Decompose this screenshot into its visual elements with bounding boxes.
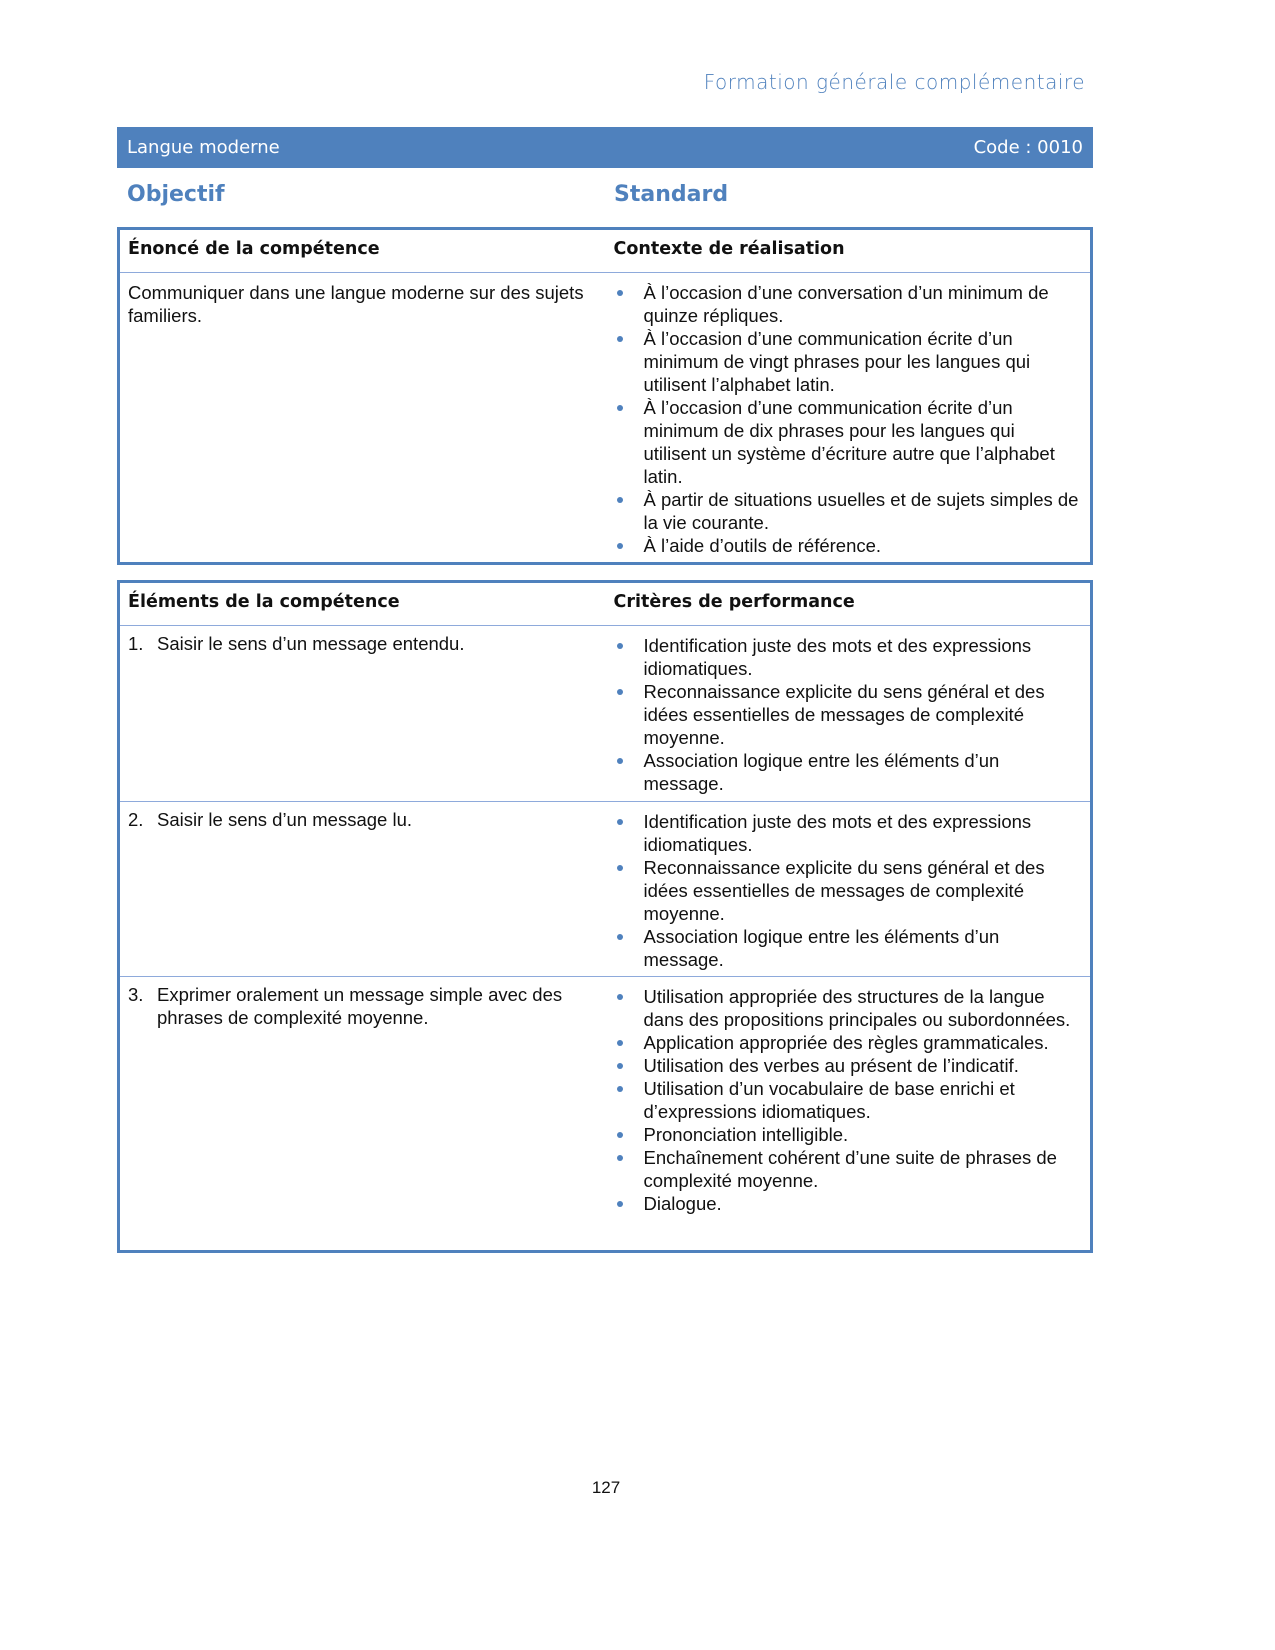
element-number: 1. xyxy=(128,633,144,654)
list-item: Enchaînement cohérent d’une suite de phrases de complexité moyenne. xyxy=(644,1146,1083,1192)
list-item: Dialogue. xyxy=(644,1192,1083,1215)
header-criteres: Critères de performance xyxy=(613,592,855,612)
list-item: Utilisation des verbes au présent de l’indicatif. xyxy=(644,1054,1083,1077)
section-standard: Standard xyxy=(614,182,729,207)
table-row xyxy=(119,977,1092,1252)
list-item: Utilisation appropriée des structures de la langue dans des propositions principales ou subordonnées. xyxy=(644,985,1083,1031)
list-item: À l’aide d’outils de référence. xyxy=(644,534,1083,557)
course-bar xyxy=(117,127,1093,168)
list-item: Identification juste des mots et des expressions idiomatiques. xyxy=(644,634,1083,680)
table-row xyxy=(119,626,1092,802)
list-item: Reconnaissance explicite du sens général et des idées essentielles de messages de complexité moyenne. xyxy=(644,680,1083,749)
element-number: 2. xyxy=(128,809,144,830)
header-elements: Éléments de la compétence xyxy=(128,592,400,612)
course-subject: Langue moderne xyxy=(127,137,280,158)
list-item: Utilisation d’un vocabulaire de base enrichi et d’expressions idiomatiques. xyxy=(644,1077,1083,1123)
element-text: Saisir le sens d’un message entendu. xyxy=(157,633,465,654)
list-item: Prononciation intelligible. xyxy=(644,1123,1083,1146)
course-code: Code : 0010 xyxy=(973,137,1083,158)
page-number: 127 xyxy=(591,1478,621,1497)
competence-table xyxy=(117,227,1093,565)
list-item: À l’occasion d’une conversation d’un minimum de quinze répliques. xyxy=(644,281,1083,327)
list-item: À partir de situations usuelles et de sujets simples de la vie courante. xyxy=(644,488,1083,534)
table-row xyxy=(119,802,1092,977)
criteria-list xyxy=(614,810,1083,971)
element-text: Exprimer oralement un message simple avec des phrases de complexité moyenne. xyxy=(157,984,563,1028)
section-objectif: Objectif xyxy=(127,182,225,207)
elements-table xyxy=(117,580,1093,1253)
list-item: À l’occasion d’une communication écrite d’un minimum de vingt phrases pour les langues qui utilisent l’alphabet latin. xyxy=(644,327,1083,396)
document-title: Formation générale complémentaire xyxy=(703,70,1085,94)
header-contexte: Contexte de réalisation xyxy=(613,239,845,259)
list-item: À l’occasion d’une communication écrite d’un minimum de dix phrases pour les langues qui utilisent un système d’écriture autre que l’alphabet latin. xyxy=(644,396,1083,488)
criteria-list xyxy=(614,634,1083,795)
element-number: 3. xyxy=(128,984,144,1005)
criteria-list xyxy=(614,985,1083,1215)
list-item: Reconnaissance explicite du sens général et des idées essentielles de messages de complexité moyenne. xyxy=(644,856,1083,925)
list-item: Identification juste des mots et des expressions idiomatiques. xyxy=(644,810,1083,856)
header-enonce: Énoncé de la compétence xyxy=(128,239,380,259)
element-text: Saisir le sens d’un message lu. xyxy=(157,809,413,830)
competence-statement: Communiquer dans une langue moderne sur des sujets familiers. xyxy=(128,282,584,326)
context-list xyxy=(614,281,1083,557)
list-item: Application appropriée des règles grammaticales. xyxy=(644,1031,1083,1054)
list-item: Association logique entre les éléments d’un message. xyxy=(644,749,1083,795)
list-item: Association logique entre les éléments d’un message. xyxy=(644,925,1083,971)
